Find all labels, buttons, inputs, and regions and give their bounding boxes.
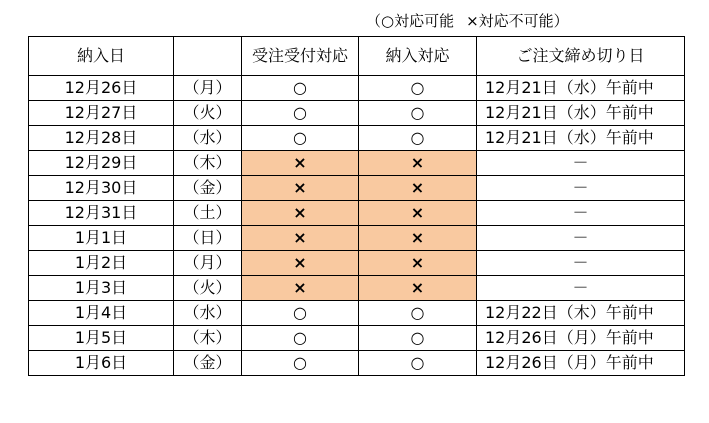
- order-reception-cell: ○: [242, 126, 359, 151]
- delivery-date-cell: 1月3日: [29, 276, 174, 301]
- delivery-date-cell: 1月1日: [29, 226, 174, 251]
- delivery-support-cell: ○: [359, 126, 477, 151]
- order-cutoff-cell: －: [477, 276, 685, 301]
- delivery-date-cell: 1月4日: [29, 301, 174, 326]
- order-reception-cell: ○: [242, 351, 359, 376]
- delivery-support-cell: ○: [359, 351, 477, 376]
- weekday-cell: （土）: [174, 201, 242, 226]
- weekday-cell: （水）: [174, 301, 242, 326]
- weekday-cell: （火）: [174, 101, 242, 126]
- delivery-date-cell: 1月6日: [29, 351, 174, 376]
- order-cutoff-cell: 12月26日（月）午前中: [477, 326, 685, 351]
- delivery-support-cell: ○: [359, 76, 477, 101]
- order-cutoff-cell: －: [477, 151, 685, 176]
- table-row: [29, 326, 685, 351]
- order-reception-cell: ×: [242, 251, 359, 276]
- delivery-support-cell: ×: [359, 176, 477, 201]
- weekday-cell: （日）: [174, 226, 242, 251]
- table-row: [29, 351, 685, 376]
- legend-possible: （○対応可能: [366, 12, 455, 30]
- weekday-cell: （水）: [174, 126, 242, 151]
- table-body: [29, 76, 685, 376]
- table-header-row: [29, 37, 685, 76]
- table-row: [29, 276, 685, 301]
- order-cutoff-cell: －: [477, 226, 685, 251]
- delivery-schedule-table: [28, 36, 685, 376]
- delivery-support-cell: ○: [359, 101, 477, 126]
- delivery-date-cell: 12月30日: [29, 176, 174, 201]
- order-cutoff-cell: －: [477, 201, 685, 226]
- table-row: [29, 201, 685, 226]
- delivery-support-cell: ×: [359, 151, 477, 176]
- header-order-reception: 受注受付対応: [242, 37, 359, 76]
- table-row: [29, 176, 685, 201]
- delivery-support-cell: ×: [359, 251, 477, 276]
- delivery-date-cell: 12月31日: [29, 201, 174, 226]
- order-reception-cell: ×: [242, 201, 359, 226]
- order-cutoff-cell: 12月21日（水）午前中: [477, 76, 685, 101]
- table-row: [29, 101, 685, 126]
- order-cutoff-cell: 12月21日（水）午前中: [477, 126, 685, 151]
- table-row: [29, 301, 685, 326]
- delivery-date-cell: 12月28日: [29, 126, 174, 151]
- header-delivery-support: 納入対応: [359, 37, 477, 76]
- legend-impossible: ×対応不可能）: [466, 12, 569, 30]
- order-reception-cell: ○: [242, 76, 359, 101]
- weekday-cell: （月）: [174, 251, 242, 276]
- delivery-support-cell: ○: [359, 326, 477, 351]
- order-cutoff-cell: －: [477, 251, 685, 276]
- order-reception-cell: ×: [242, 276, 359, 301]
- delivery-support-cell: ○: [359, 301, 477, 326]
- order-cutoff-cell: 12月26日（月）午前中: [477, 351, 685, 376]
- weekday-cell: （金）: [174, 176, 242, 201]
- order-reception-cell: ×: [242, 176, 359, 201]
- header-weekday: [174, 37, 242, 76]
- delivery-date-cell: 1月2日: [29, 251, 174, 276]
- order-reception-cell: ○: [242, 301, 359, 326]
- table-row: [29, 126, 685, 151]
- order-cutoff-cell: 12月22日（木）午前中: [477, 301, 685, 326]
- delivery-support-cell: ×: [359, 276, 477, 301]
- delivery-date-cell: 12月29日: [29, 151, 174, 176]
- table-row: [29, 76, 685, 101]
- header-order-cutoff: ご注文締め切り日: [477, 37, 685, 76]
- header-delivery-date: 納入日: [29, 37, 174, 76]
- table-row: [29, 251, 685, 276]
- delivery-support-cell: ×: [359, 201, 477, 226]
- legend: [366, 10, 626, 32]
- weekday-cell: （月）: [174, 76, 242, 101]
- delivery-date-cell: 12月26日: [29, 76, 174, 101]
- order-cutoff-cell: －: [477, 176, 685, 201]
- table-row: [29, 226, 685, 251]
- weekday-cell: （木）: [174, 151, 242, 176]
- table-row: [29, 151, 685, 176]
- delivery-support-cell: ×: [359, 226, 477, 251]
- order-reception-cell: ×: [242, 151, 359, 176]
- order-reception-cell: ○: [242, 101, 359, 126]
- order-cutoff-cell: 12月21日（水）午前中: [477, 101, 685, 126]
- weekday-cell: （木）: [174, 326, 242, 351]
- order-reception-cell: ○: [242, 326, 359, 351]
- delivery-date-cell: 12月27日: [29, 101, 174, 126]
- weekday-cell: （火）: [174, 276, 242, 301]
- delivery-date-cell: 1月5日: [29, 326, 174, 351]
- order-reception-cell: ×: [242, 226, 359, 251]
- weekday-cell: （金）: [174, 351, 242, 376]
